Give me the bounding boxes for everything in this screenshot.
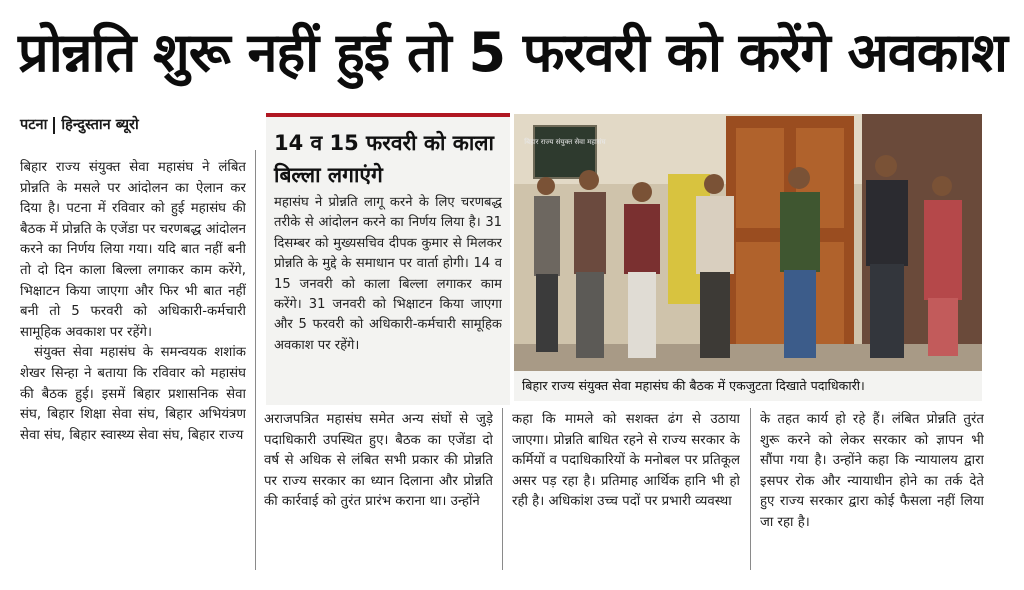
dateline	[20, 114, 260, 136]
dateline-separator	[53, 117, 55, 134]
article-column-4: के तहत कार्य हो रहे हैं। लंबित प्रोन्नति तुरंत शुरू करने को लेकर सरकार को ज्ञापन भी सौंपा गया है। उन्होंने कहा कि न्यायालय द्वारा इसपर रोक और न्यायाधीन होने का तर्क देते हुए राज्य सरकार द्वारा कोई फैसला नहीं लिया जा रहा है।	[760, 412, 984, 530]
article-column-1	[20, 158, 246, 570]
sidebar-box-title: 14 व 15 फरवरी को काला बिल्ला लगाएंगे	[274, 131, 494, 187]
dateline-place: पटना	[20, 117, 48, 133]
headline: प्रोन्नति शुरू नहीं हुई तो 5 फरवरी को करेंगे अवकाश	[18, 21, 1007, 84]
signboard-text: बिहार राज्य संयुक्त सेवा महासंघ	[524, 138, 606, 146]
group-photo-illustration	[514, 114, 982, 371]
column-divider	[750, 408, 751, 570]
article-column-3: कहा कि मामले को सशक्त ढंग से उठाया जाएगा। प्रोन्नति बाधित रहने से राज्य सरकार के कर्मियों व पदाधिकारियों के मनोबल पर प्रतिकूल असर पड़ रहा है। प्रतिमाह आर्थिक हानि भी हो रही है। अधिकांश उच्च पदों पर प्रभारी व्यवस्था	[512, 412, 740, 510]
column-divider	[255, 150, 256, 570]
signboard	[534, 126, 596, 178]
article-column-2: अराजपत्रित महासंघ समेत अन्य संघों से जुड़े पदाधिकारी उपस्थित हुए। बैठक का एजेंडा दो वर्ष से अधिक से लंबित सभी प्रकार की प्रोन्नति पर राज्य सरकार का ध्यान दिलाना और प्रोन्नति की कार्रवाई को तुरंत प्रारंभ कराना था। उन्होंने	[264, 412, 493, 510]
sidebar-box-body: महासंघ ने प्रोन्नति लागू करने के लिए चरणबद्ध तरीके से आंदोलन करने का निर्णय लिया है। 31 दिसम्बर को मुख्यसचिव दीपक कुमार से मिलकर प्रोन्नति के मुद्दे के समाधान पर वार्ता होगी। 14 व 15 जनवरी को काला बिल्ला लगाकर काम करेंगे। 31 जनवरी को भिक्षाटन किया जाएगा और 5 फरवरी को अधिकारी-कर्मचारी सामूहिक अवकाश पर रहेंगे।	[274, 195, 502, 353]
column-divider	[502, 408, 503, 570]
sidebar-box	[266, 113, 510, 405]
news-photo	[514, 114, 982, 371]
dateline-bureau: हिन्दुस्तान ब्यूरो	[61, 117, 139, 133]
article-paragraph-2: संयुक्त सेवा महासंघ के समन्वयक शशांक शेखर सिन्हा ने बताया कि रविवार को महासंघ की बैठक हुई। इसमें बिहार प्रशासनिक सेवा संघ, बिहार शिक्षा सेवा संघ, बिहार अभियंत्रण सेवा संघ, बिहार स्वास्थ्य सेवा संघ, बिहार राज्य	[20, 345, 246, 443]
photo-caption: बिहार राज्य संयुक्त सेवा महासंघ की बैठक में एकजुटता दिखाते पदाधिकारी।	[514, 371, 982, 401]
article-paragraph-1: बिहार राज्य संयुक्त सेवा महासंघ ने लंबित प्रोन्नति के मसले पर आंदोलन का ऐलान कर दिया है। पटना में रविवार को हुई महासंघ की बैठक में प्रोन्नति के एजेंडा पर चरणबद्ध आंदोलन करने का निर्णय लिया गया। यदि बात नहीं बनी तो दो दिन काला बिल्ला लगाकर काम करेंगे, भिक्षाटन किया जाएगा और फिर भी बात नहीं बनी तो 5 फरवरी को अधिकारी-कर्मचारी सामूहिक अवकाश पर रहेंगे।	[20, 160, 246, 340]
